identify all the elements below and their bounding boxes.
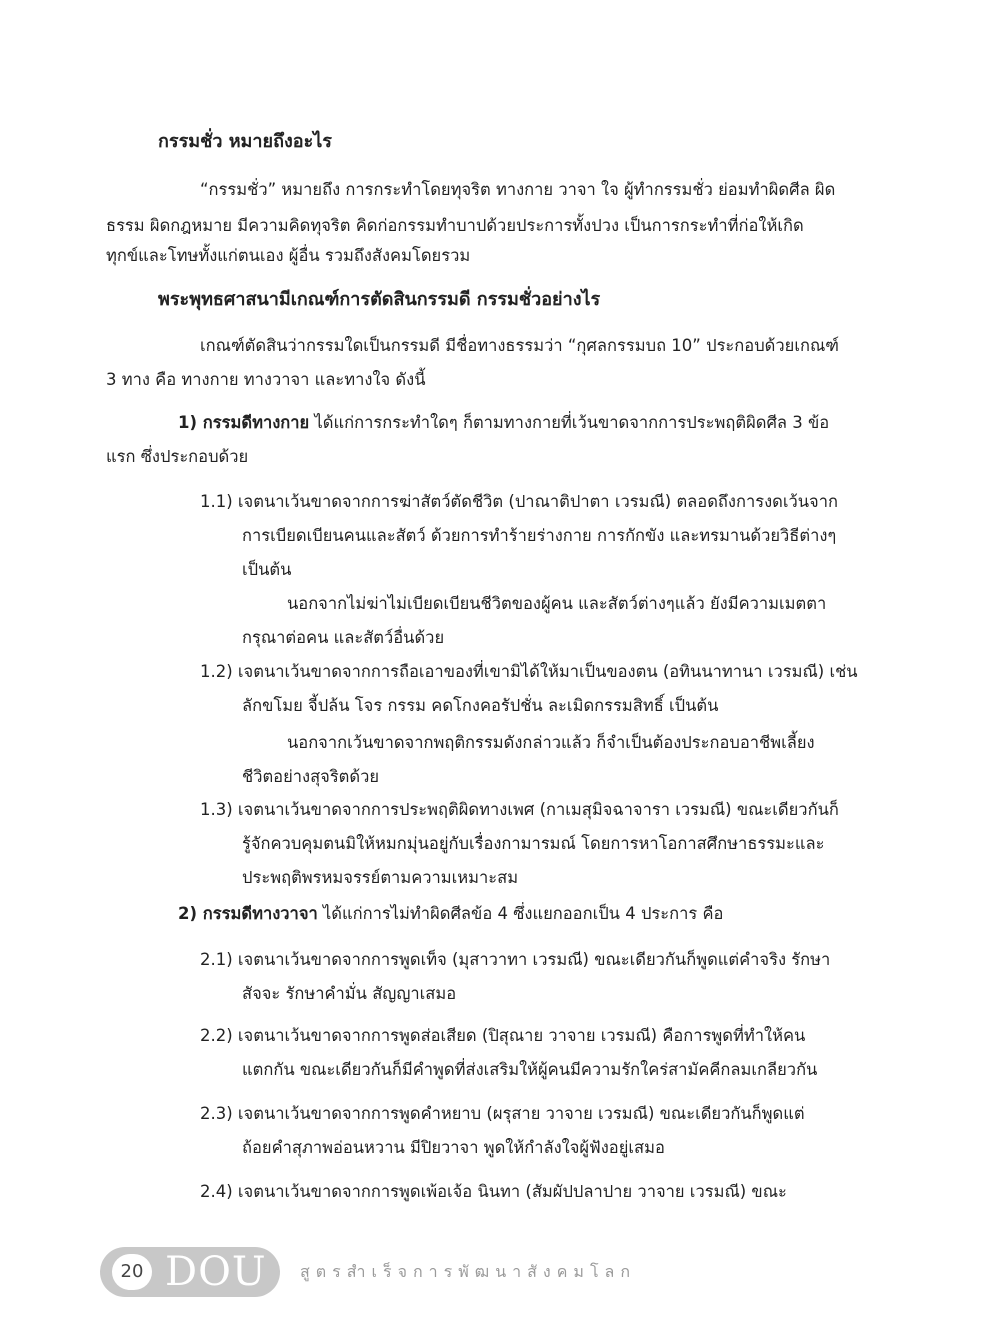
list-item-note: นอกจากไม่ฆ่าไม่เบียดเบียนชีวิตของผู้คน และสัตว์ต่างๆแล้ว ยังมีความเมตตา	[287, 594, 827, 613]
list-item-1-3: 1.3) เจตนาเว้นขาดจากการประพฤติผิดทางเพศ (กาเมสุมิจฉาจารา เวรมณี) ขณะเดียวกันก็	[200, 800, 839, 819]
list-item-line: สัจจะ รักษาคำมั่น สัญญาเสมอ	[242, 984, 457, 1003]
heading-bad-karma: กรรมชั่ว หมายถึงอะไร	[158, 131, 332, 152]
list-item-2-3: 2.3) เจตนาเว้นขาดจากการพูดคำหยาบ (ผรุสาย วาจาย เวรมณี) ขณะเดียวกันก็พูดแต่	[200, 1104, 805, 1123]
section-1-heading	[178, 411, 829, 435]
list-item-line: ถ้อยคำสุภาพอ่อนหวาน มีปิยวาจา พูดให้กำลังใจผู้ฟังอยู่เสมอ	[242, 1138, 665, 1157]
list-item-line: ลักขโมย จี้ปล้น โจร กรรม คดโกงคอรัปชั่น ละเมิดกรรมสิทธิ์ เป็นต้น	[242, 696, 719, 715]
list-item-line: รู้จักควบคุมตนมิให้หมกมุ่นอยู่กับเรื่องกามารมณ์ โดยการหาโอกาสศึกษาธรรมะและ	[242, 834, 825, 853]
list-item-line: เป็นต้น	[242, 560, 292, 579]
list-item-line: แตกกัน ขณะเดียวกันก็มีคำพูดที่ส่งเสริมให้ผู้คนมีความรักใคร่สามัคคีกลมเกลียวกัน	[242, 1060, 818, 1079]
list-item-2-4: 2.4) เจตนาเว้นขาดจากการพูดเพ้อเจ้อ นินทา (สัมผัปปลาปาย วาจาย เวรมณี) ขณะ	[200, 1182, 787, 1201]
list-item-1-1: 1.1) เจตนาเว้นขาดจากการฆ่าสัตว์ตัดชีวิต (ปาณาติปาตา เวรมณี) ตลอดถึงการงดเว้นจาก	[200, 492, 838, 511]
paragraph-line: “กรรมชั่ว” หมายถึง การกระทำโดยทุจริต ทางกาย วาจา ใจ ผู้ทำกรรมชั่ว ย่อมทำผิดศีล ผิด	[200, 180, 836, 199]
book-title: สูตรสำเร็จการพัฒนาสังคมโลก	[300, 1262, 637, 1281]
list-item-line: การเบียดเบียนคนและสัตว์ ด้วยการทำร้ายร่างกาย การกักขัง และทรมานด้วยวิธีต่างๆ	[242, 526, 837, 545]
paragraph-line: 3 ทาง คือ ทางกาย ทางวาจา และทางใจ ดังนี้	[106, 370, 426, 389]
paragraph-line: ธรรม ผิดกฎหมาย มีความคิดทุจริต คิดก่อกรรมทำบาปด้วยประการทั้งปวง เป็นการกระทำที่ก่อให้เกิด	[106, 216, 804, 235]
page-footer	[100, 1247, 800, 1297]
paragraph-line: แรก ซึ่งประกอบด้วย	[106, 447, 249, 466]
section-1-text: ได้แก่การกระทำใดๆ ก็ตามทางกายที่เว้นขาดจากการประพฤติผิดศีล 3 ข้อ	[309, 413, 830, 432]
heading-criteria: พระพุทธศาสนามีเกณฑ์การตัดสินกรรมดี กรรมชั่วอย่างไร	[158, 289, 601, 310]
list-item-line: กรุณาต่อคน และสัตว์อื่นด้วย	[242, 628, 445, 647]
list-item-2-1: 2.1) เจตนาเว้นขาดจากการพูดเท็จ (มุสาวาทา เวรมณี) ขณะเดียวกันก็พูดแต่คำจริง รักษา	[200, 950, 831, 969]
paragraph-line: ทุกข์และโทษทั้งแก่ตนเอง ผู้อื่น รวมถึงสังคมโดยรวม	[106, 246, 471, 265]
list-item-line: ประพฤติพรหมจรรย์ตามความเหมาะสม	[242, 868, 519, 887]
section-1-title: กรรมดีทางกาย	[202, 413, 310, 432]
list-item-line: ชีวิตอย่างสุจริตด้วย	[242, 767, 380, 786]
dou-logo: DOU	[165, 1249, 267, 1295]
paragraph-line: เกณฑ์ตัดสินว่ากรรมใดเป็นกรรมดี มีชื่อทางธรรมว่า “กุศลกรรมบถ 10” ประกอบด้วยเกณฑ์	[200, 336, 839, 355]
section-1-number: 1)	[178, 413, 203, 432]
footer-badge	[100, 1247, 280, 1297]
list-item-2-2: 2.2) เจตนาเว้นขาดจากการพูดส่อเสียด (ปิสุณาย วาจาย เวรมณี) คือการพูดที่ทำให้คน	[200, 1026, 806, 1045]
list-item-1-2: 1.2) เจตนาเว้นขาดจากการถือเอาของที่เขามิได้ให้มาเป็นของตน (อทินนาทานา เวรมณี) เช่น	[200, 662, 858, 681]
section-2-heading	[178, 902, 723, 926]
section-2-title: กรรมดีทางวาจา	[202, 904, 318, 923]
section-2-number: 2)	[178, 904, 203, 923]
page-number: 20	[112, 1254, 152, 1290]
section-2-text: ได้แก่การไม่ทำผิดศีลข้อ 4 ซึ่งแยกออกเป็น 4 ประการ คือ	[317, 904, 724, 923]
list-item-note: นอกจากเว้นขาดจากพฤติกรรมดังกล่าวแล้ว ก็จำเป็นต้องประกอบอาชีพเลี้ยง	[287, 733, 815, 752]
